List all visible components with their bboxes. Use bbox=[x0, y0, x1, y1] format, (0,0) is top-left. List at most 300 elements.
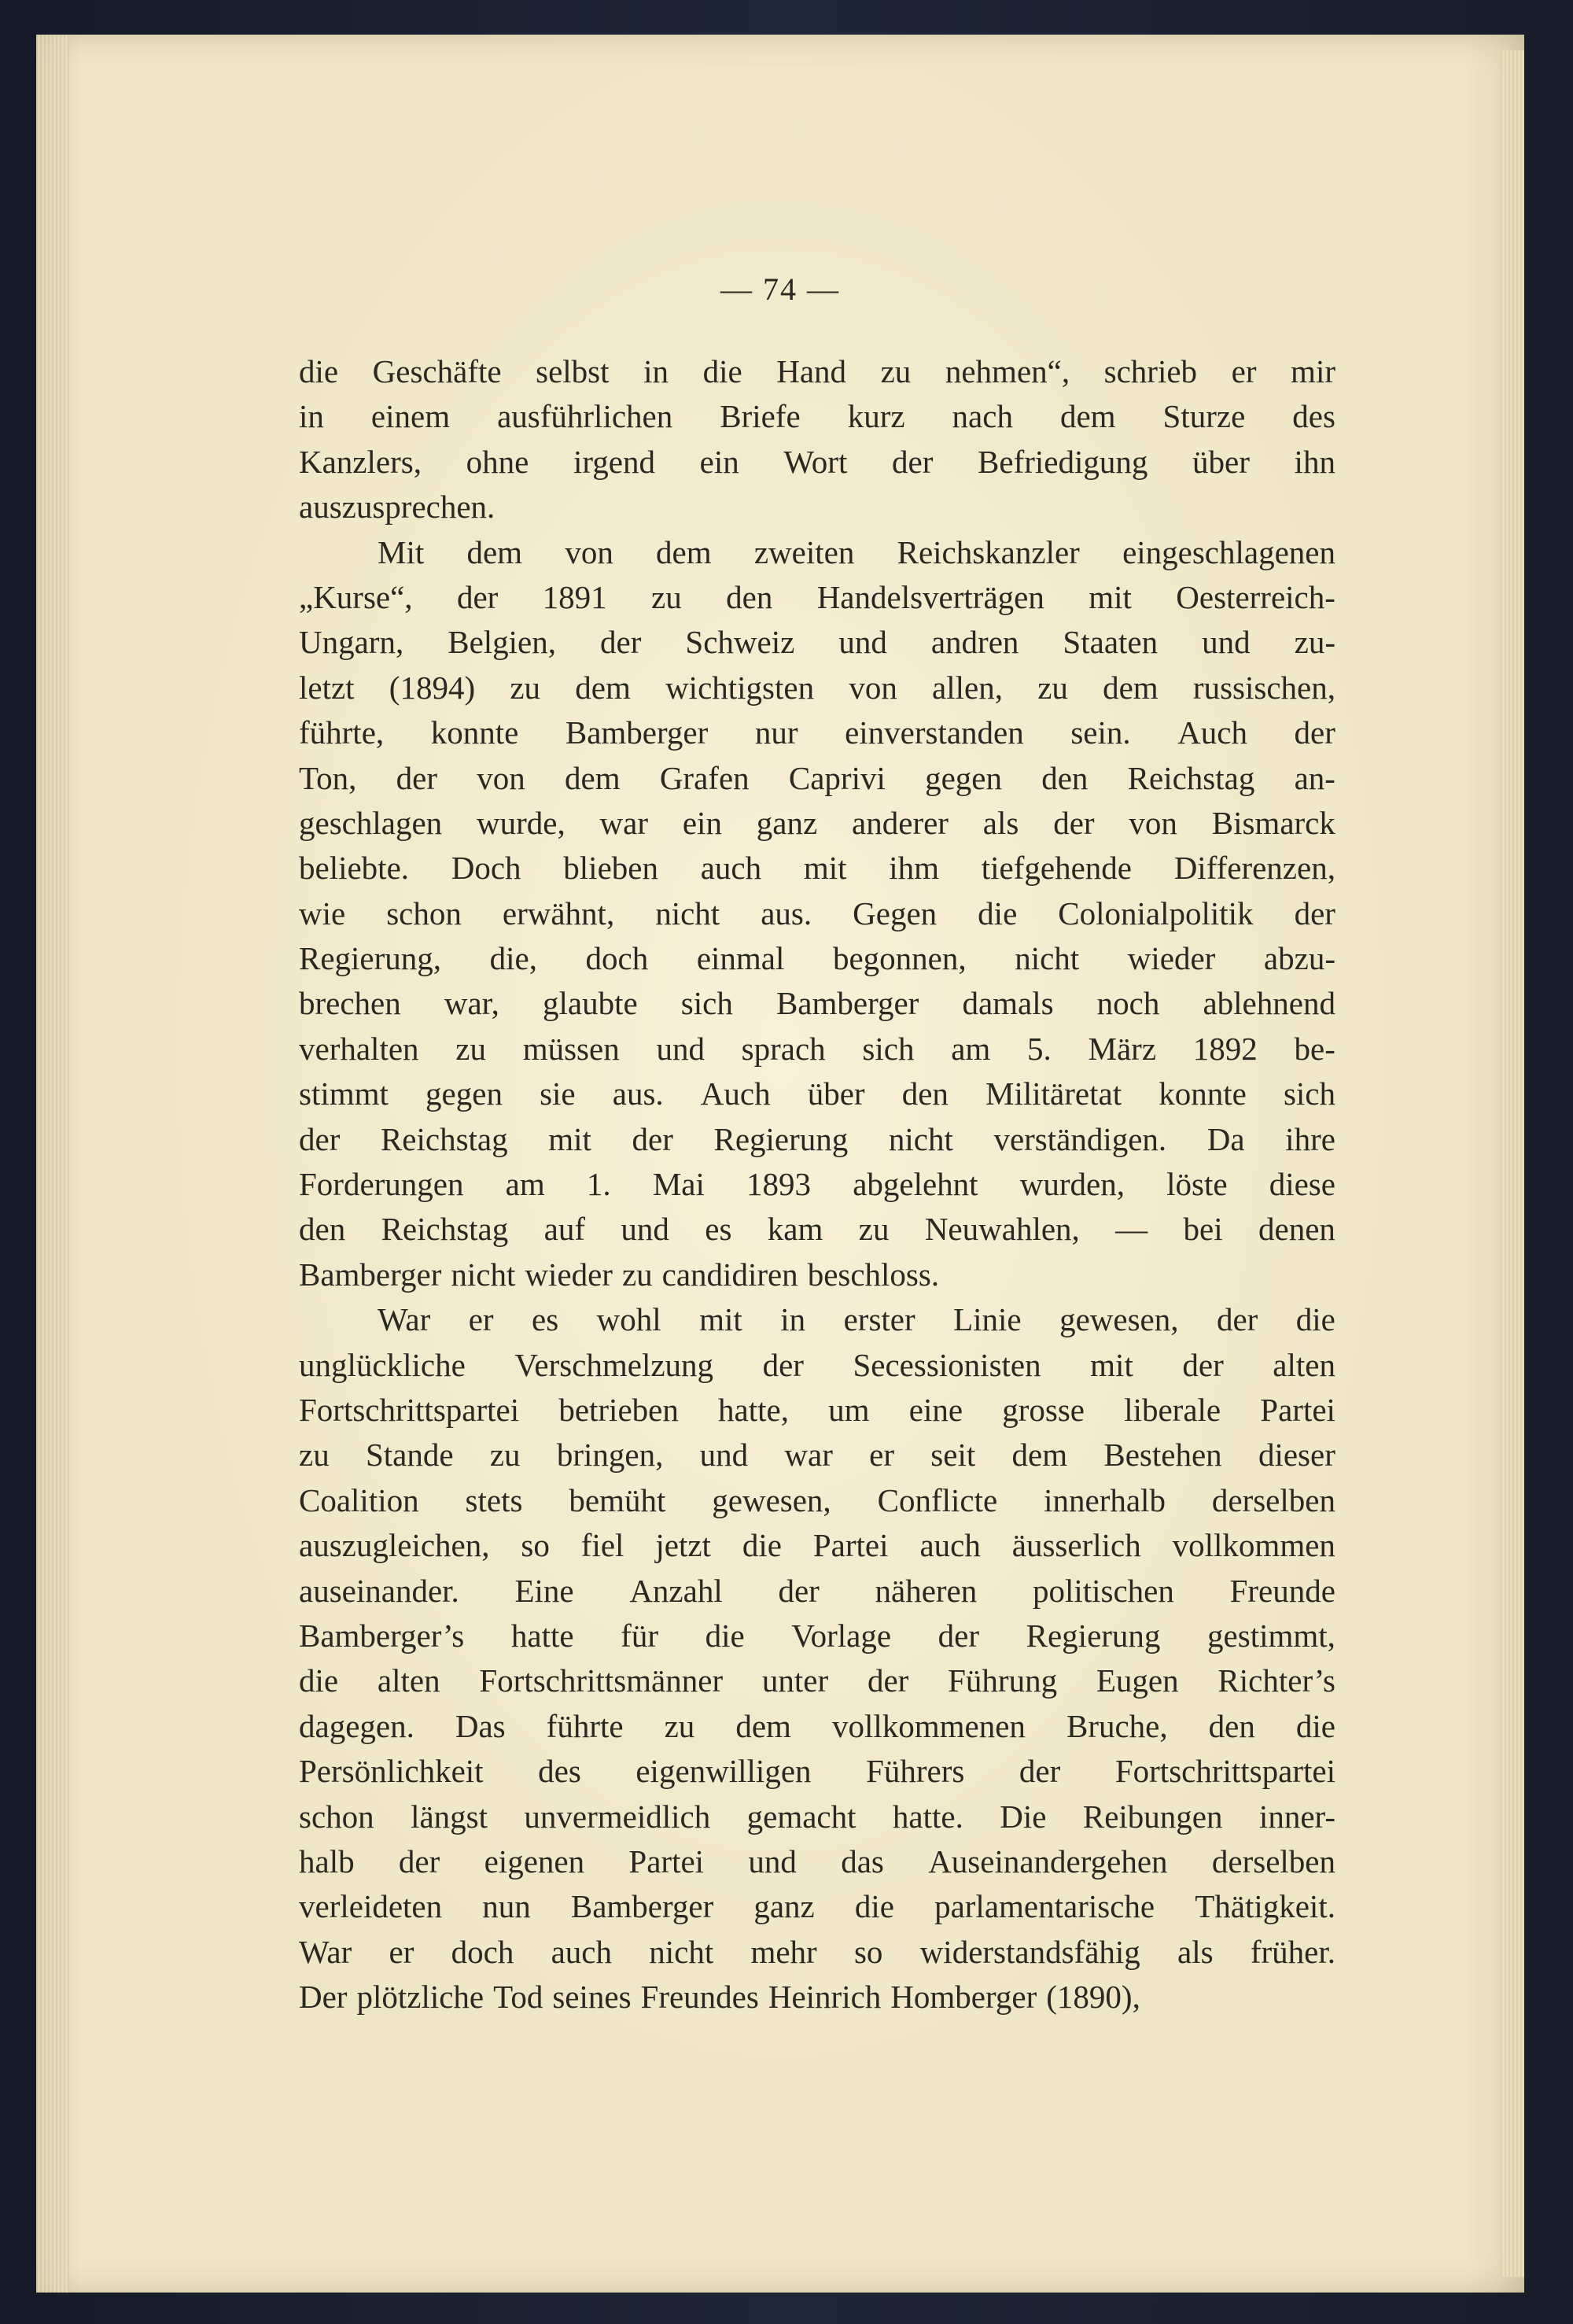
word: Ungarn, bbox=[299, 624, 404, 661]
word: von bbox=[1129, 804, 1177, 841]
book-page bbox=[36, 35, 1524, 2293]
word: Thätigkeit. bbox=[1195, 1888, 1335, 1925]
word: nicht bbox=[451, 1256, 516, 1293]
word: widerstandsfähig bbox=[919, 1933, 1140, 1970]
word: irgend bbox=[573, 443, 655, 480]
word: der bbox=[1294, 714, 1335, 751]
word: dieser bbox=[1258, 1437, 1335, 1474]
word: Reichstag bbox=[1127, 759, 1255, 796]
text-line bbox=[299, 666, 1335, 710]
word: dem bbox=[735, 1707, 791, 1744]
word: dem bbox=[656, 533, 712, 570]
word: Mai bbox=[652, 1166, 705, 1203]
word: Reichstag bbox=[380, 1120, 508, 1157]
word: der bbox=[867, 1662, 909, 1699]
text-line bbox=[299, 1614, 1335, 1658]
word: vollkommen bbox=[1172, 1527, 1335, 1564]
word: Vorlage bbox=[791, 1617, 892, 1654]
word: auch bbox=[700, 850, 762, 887]
word: gemacht bbox=[746, 1798, 856, 1835]
word: als bbox=[1177, 1933, 1214, 1970]
word: Hand bbox=[776, 353, 847, 389]
word: dem bbox=[1011, 1437, 1068, 1474]
word: vollkommenen bbox=[831, 1707, 1026, 1744]
word: Conflicte bbox=[877, 1481, 998, 1518]
text-line bbox=[299, 801, 1335, 846]
word: mit bbox=[1089, 578, 1132, 615]
word: sich bbox=[1283, 1075, 1335, 1112]
word: so bbox=[853, 1933, 883, 1970]
text-line bbox=[299, 1252, 1335, 1297]
word: und bbox=[1202, 624, 1251, 661]
word: Reichskanzler bbox=[897, 533, 1080, 570]
word: War bbox=[299, 1933, 352, 1970]
word: nehmen“, bbox=[945, 353, 1070, 389]
word: Handelsverträgen bbox=[816, 578, 1044, 615]
word: Caprivi bbox=[788, 759, 886, 796]
word: Neuwahlen, bbox=[924, 1211, 1080, 1248]
text-line bbox=[299, 846, 1335, 891]
word: den bbox=[1041, 759, 1089, 796]
word: sein. bbox=[1070, 714, 1131, 751]
word: von bbox=[565, 533, 613, 570]
word: verleideten bbox=[299, 1888, 443, 1925]
word: die, bbox=[489, 940, 537, 977]
word: der bbox=[1182, 1346, 1224, 1383]
word: Geschäfte bbox=[372, 353, 502, 389]
word: der bbox=[632, 1120, 673, 1157]
word: Mit bbox=[378, 533, 425, 570]
word: führte bbox=[546, 1707, 624, 1744]
word: des bbox=[538, 1753, 581, 1790]
word: nicht bbox=[649, 1933, 714, 1970]
word: es bbox=[705, 1211, 732, 1248]
text-line bbox=[299, 530, 1335, 575]
word: stimmt bbox=[299, 1075, 389, 1112]
word: die bbox=[1295, 1301, 1335, 1338]
word: über bbox=[1192, 443, 1250, 480]
word: plötzliche bbox=[356, 1979, 484, 2016]
word: ihn bbox=[1294, 443, 1335, 480]
word: Heinrich bbox=[768, 1979, 882, 2016]
word: zu bbox=[880, 353, 912, 389]
word: war bbox=[599, 804, 649, 841]
word: bringen, bbox=[556, 1437, 664, 1474]
word: candidiren bbox=[661, 1256, 798, 1293]
word: auch bbox=[919, 1527, 981, 1564]
word: gewesen, bbox=[1059, 1301, 1179, 1338]
word: kam bbox=[767, 1211, 823, 1248]
word: Bruche, bbox=[1066, 1707, 1168, 1744]
word: parlamentarische bbox=[934, 1888, 1155, 1925]
word: in bbox=[299, 398, 324, 435]
text-line bbox=[299, 575, 1335, 620]
word: den bbox=[299, 1211, 346, 1248]
word: Eine bbox=[514, 1572, 574, 1609]
text-line bbox=[299, 1749, 1335, 1794]
word: Persönlichkeit bbox=[299, 1753, 484, 1790]
word: Coalition bbox=[299, 1481, 419, 1518]
word: bei bbox=[1183, 1211, 1223, 1248]
word: dagegen. bbox=[299, 1707, 414, 1744]
word: unglückliche bbox=[299, 1346, 466, 1383]
word: Führung bbox=[948, 1662, 1058, 1699]
word: äusserlich bbox=[1011, 1527, 1141, 1564]
word: mit bbox=[803, 850, 847, 887]
word: zu bbox=[621, 1256, 653, 1293]
text-line bbox=[299, 1884, 1335, 1929]
text-line bbox=[299, 1072, 1335, 1116]
word: als bbox=[982, 804, 1019, 841]
word: dem bbox=[466, 533, 523, 570]
word: — bbox=[1115, 1211, 1148, 1248]
word: bemüht bbox=[569, 1481, 666, 1518]
word: Bamberger bbox=[775, 985, 919, 1022]
word: Eugen bbox=[1096, 1662, 1179, 1699]
word: der bbox=[396, 759, 438, 796]
word: dem bbox=[575, 669, 631, 706]
word: erwähnt, bbox=[502, 895, 615, 931]
word: die bbox=[978, 895, 1018, 931]
text-line bbox=[299, 1388, 1335, 1433]
word: Doch bbox=[451, 850, 521, 887]
text-line bbox=[299, 1162, 1335, 1207]
word: und bbox=[621, 1211, 669, 1248]
word: das bbox=[841, 1843, 884, 1879]
word: mehr bbox=[750, 1933, 817, 1970]
word: dem bbox=[565, 759, 621, 796]
text-line bbox=[299, 1117, 1335, 1162]
body-text bbox=[299, 349, 1335, 2020]
word: nicht bbox=[655, 895, 720, 931]
word: ohne bbox=[466, 443, 529, 480]
word: ausführlichen bbox=[497, 398, 673, 435]
word: zu bbox=[510, 669, 541, 706]
word: ihre bbox=[1285, 1120, 1335, 1157]
word: der bbox=[1216, 1301, 1258, 1338]
word: glaubte bbox=[543, 985, 638, 1022]
word: Bamberger’s bbox=[299, 1617, 465, 1654]
word: der bbox=[456, 578, 499, 615]
text-line bbox=[299, 981, 1335, 1026]
word: zweiten bbox=[753, 533, 855, 570]
text-line bbox=[299, 1433, 1335, 1477]
word: derselben bbox=[1211, 1843, 1335, 1879]
word: einverstanden bbox=[845, 714, 1024, 751]
word: in bbox=[643, 353, 669, 389]
word: auch bbox=[551, 1933, 612, 1970]
word: wohl bbox=[596, 1301, 661, 1338]
word: ein bbox=[699, 443, 739, 480]
word: wurde, bbox=[476, 804, 565, 841]
word: schrieb bbox=[1103, 353, 1198, 389]
word: selbst bbox=[536, 353, 610, 389]
word: die bbox=[299, 1662, 339, 1699]
word: alten bbox=[1273, 1346, 1335, 1383]
word: 1891 bbox=[542, 578, 607, 615]
word: zu- bbox=[1294, 624, 1335, 661]
word: sie bbox=[540, 1075, 576, 1112]
word: Gegen bbox=[853, 895, 938, 931]
word: nicht bbox=[888, 1120, 953, 1157]
word: kurz bbox=[847, 398, 905, 435]
word: einem bbox=[370, 398, 451, 435]
word: zu bbox=[651, 578, 682, 615]
word: schon bbox=[386, 895, 462, 931]
word: halb bbox=[299, 1843, 355, 1879]
word: eigenwilligen bbox=[635, 1753, 812, 1790]
word: sprach bbox=[741, 1030, 826, 1067]
word: Fortschrittspartei bbox=[299, 1391, 520, 1428]
word: in bbox=[780, 1301, 806, 1338]
word: der bbox=[892, 443, 934, 480]
word: und bbox=[748, 1843, 797, 1879]
page-number: — 74 — bbox=[720, 271, 840, 307]
word: Verschmelzung bbox=[514, 1346, 714, 1383]
text-line bbox=[299, 1478, 1335, 1523]
word: früher. bbox=[1250, 1933, 1335, 1970]
word: näheren bbox=[875, 1572, 978, 1609]
word: Fortschrittspartei bbox=[1114, 1753, 1335, 1790]
word: Auch bbox=[700, 1075, 771, 1112]
word: ganz bbox=[753, 1888, 815, 1925]
word: ein bbox=[682, 804, 722, 841]
word: wie bbox=[299, 895, 346, 931]
word: damals bbox=[962, 985, 1054, 1022]
text-line bbox=[299, 1839, 1335, 1884]
word: Reibungen bbox=[1082, 1798, 1223, 1835]
text-line bbox=[299, 485, 1335, 529]
word: Schweiz bbox=[685, 624, 795, 661]
word: wichtigsten bbox=[665, 669, 815, 706]
word: Briefe bbox=[720, 398, 801, 435]
word: konnte bbox=[430, 714, 519, 751]
word: jetzt bbox=[655, 1527, 711, 1564]
word: auf bbox=[543, 1211, 585, 1248]
word: zu bbox=[664, 1707, 695, 1744]
word: derselben bbox=[1211, 1481, 1335, 1518]
word: Freundes bbox=[640, 1979, 759, 2016]
word: Partei bbox=[628, 1843, 705, 1879]
text-line bbox=[299, 349, 1335, 394]
word: Da bbox=[1206, 1120, 1245, 1157]
word: der bbox=[299, 1120, 341, 1157]
word: wieder bbox=[525, 1256, 613, 1293]
word: Fortschrittsmänner bbox=[479, 1662, 724, 1699]
word: verständigen. bbox=[993, 1120, 1167, 1157]
word: Auch bbox=[1177, 714, 1247, 751]
word: um bbox=[828, 1391, 870, 1428]
word: Oesterreich- bbox=[1176, 578, 1335, 615]
word: Sturze bbox=[1162, 398, 1246, 435]
word: hatte bbox=[510, 1617, 574, 1654]
word: beschloss. bbox=[807, 1256, 940, 1293]
text-line bbox=[299, 1569, 1335, 1614]
text-line bbox=[299, 1297, 1335, 1342]
word: Bismarck bbox=[1211, 804, 1335, 841]
word: von bbox=[849, 669, 897, 706]
word: gegen bbox=[925, 759, 1002, 796]
word: der bbox=[762, 1346, 804, 1383]
word: die bbox=[854, 1888, 894, 1925]
word: wieder bbox=[1127, 940, 1216, 977]
word: schon bbox=[299, 1798, 374, 1835]
word: war, bbox=[444, 985, 499, 1022]
word: 1893 bbox=[746, 1166, 812, 1203]
word: verhalten bbox=[299, 1030, 419, 1067]
word: konnte bbox=[1159, 1075, 1247, 1112]
word: die bbox=[742, 1527, 782, 1564]
word: be- bbox=[1294, 1030, 1335, 1067]
word: auszugleichen, bbox=[299, 1527, 490, 1564]
word: fiel bbox=[580, 1527, 624, 1564]
word: die bbox=[702, 353, 742, 389]
word: er bbox=[869, 1437, 895, 1474]
word: Auseinandergehen bbox=[928, 1843, 1168, 1879]
word: der bbox=[1053, 804, 1095, 841]
word: es bbox=[532, 1301, 559, 1338]
word: führte, bbox=[299, 714, 385, 751]
word: mit bbox=[1090, 1346, 1133, 1383]
word: einmal bbox=[696, 940, 785, 977]
word: (1890), bbox=[1046, 1979, 1140, 2016]
word: Bamberger bbox=[565, 714, 709, 751]
text-line bbox=[299, 1704, 1335, 1749]
word: 1892 bbox=[1192, 1030, 1258, 1067]
word: inner- bbox=[1258, 1798, 1335, 1835]
word: erster bbox=[843, 1301, 915, 1338]
word: Kanzlers, bbox=[299, 443, 422, 480]
word: löste bbox=[1166, 1166, 1228, 1203]
word: seit bbox=[930, 1437, 976, 1474]
word: Colonialpolitik bbox=[1058, 895, 1254, 931]
word: Differenzen, bbox=[1173, 850, 1335, 887]
word: ihm bbox=[889, 850, 940, 887]
word: tiefgehende bbox=[981, 850, 1132, 887]
word: andren bbox=[930, 624, 1019, 661]
word: dem bbox=[1103, 669, 1159, 706]
text-line bbox=[299, 1207, 1335, 1252]
word: Wort bbox=[783, 443, 848, 480]
word: der bbox=[1019, 1753, 1061, 1790]
word: und bbox=[699, 1437, 749, 1474]
word: dem bbox=[1059, 398, 1116, 435]
word: grosse bbox=[1002, 1391, 1085, 1428]
word: Partei bbox=[812, 1527, 889, 1564]
word: gestimmt, bbox=[1207, 1617, 1335, 1654]
text-line bbox=[299, 620, 1335, 665]
word: über bbox=[807, 1075, 865, 1112]
word: unvermeidlich bbox=[524, 1798, 711, 1835]
word: Der bbox=[299, 1979, 348, 2016]
text-line bbox=[299, 1795, 1335, 1839]
word: blieben bbox=[563, 850, 658, 887]
word: die bbox=[1295, 1707, 1335, 1744]
word: eingeschlagenen bbox=[1122, 533, 1335, 570]
word: Befriedigung bbox=[978, 443, 1148, 480]
word: und bbox=[656, 1030, 705, 1067]
word: der bbox=[600, 624, 642, 661]
word: gegen bbox=[425, 1075, 503, 1112]
word: unter bbox=[761, 1662, 829, 1699]
word: mit bbox=[699, 1301, 742, 1338]
word: beliebte. bbox=[299, 850, 410, 887]
word: anderer bbox=[852, 804, 949, 841]
word: Ton, bbox=[299, 759, 357, 796]
text-line bbox=[299, 891, 1335, 936]
word: politischen bbox=[1032, 1572, 1174, 1609]
text-line bbox=[299, 1027, 1335, 1072]
text-line bbox=[299, 394, 1335, 439]
word: abzu- bbox=[1263, 940, 1335, 977]
word: alten bbox=[377, 1662, 440, 1699]
word: der bbox=[398, 1843, 440, 1879]
word: Forderungen bbox=[299, 1166, 464, 1203]
word: von bbox=[477, 759, 525, 796]
word: aus. bbox=[612, 1075, 664, 1112]
text-line bbox=[299, 1658, 1335, 1703]
word: hatte. bbox=[892, 1798, 963, 1835]
word: auszusprechen. bbox=[299, 489, 495, 526]
word: nun bbox=[482, 1888, 531, 1925]
word: März bbox=[1088, 1030, 1157, 1067]
word: Anzahl bbox=[629, 1572, 723, 1609]
word: Homberger bbox=[890, 1979, 1037, 2016]
word: auseinander. bbox=[299, 1572, 459, 1609]
word: liberale bbox=[1124, 1391, 1221, 1428]
word: ablehnend bbox=[1203, 985, 1335, 1022]
word: für bbox=[621, 1617, 658, 1654]
word: der bbox=[938, 1617, 980, 1654]
word: denen bbox=[1258, 1211, 1335, 1248]
word: Regierung, bbox=[299, 940, 442, 977]
word: nach bbox=[952, 398, 1013, 435]
word: doch bbox=[451, 1933, 514, 1970]
word: Regierung bbox=[1026, 1617, 1161, 1654]
word: so bbox=[521, 1527, 550, 1564]
word: zu bbox=[455, 1030, 486, 1067]
word: Staaten bbox=[1063, 624, 1159, 661]
word: am bbox=[505, 1166, 545, 1203]
word: die bbox=[299, 353, 339, 389]
word: er bbox=[389, 1933, 414, 1970]
word: die bbox=[705, 1617, 745, 1654]
text-line bbox=[299, 440, 1335, 485]
word: (1894) bbox=[389, 669, 476, 706]
word: war bbox=[784, 1437, 833, 1474]
word: Bamberger bbox=[570, 1888, 714, 1925]
word: innerhalb bbox=[1044, 1481, 1166, 1518]
word: geschlagen bbox=[299, 804, 443, 841]
word: des bbox=[1292, 398, 1335, 435]
word: gewesen, bbox=[712, 1481, 831, 1518]
word: Führers bbox=[866, 1753, 965, 1790]
word: am bbox=[951, 1030, 991, 1067]
word: längst bbox=[411, 1798, 488, 1835]
word: Partei bbox=[1260, 1391, 1335, 1428]
word: brechen bbox=[299, 985, 401, 1022]
word: abgelehnt bbox=[853, 1166, 978, 1203]
word: Bestehen bbox=[1103, 1437, 1222, 1474]
word: sich bbox=[680, 985, 733, 1022]
word: zu bbox=[1037, 669, 1068, 706]
word: der bbox=[1294, 895, 1335, 931]
word: mit bbox=[548, 1120, 591, 1157]
word: 5. bbox=[1027, 1030, 1052, 1067]
word: den bbox=[901, 1075, 949, 1112]
word: seines bbox=[552, 1979, 632, 2016]
word: Reichstag bbox=[381, 1211, 509, 1248]
